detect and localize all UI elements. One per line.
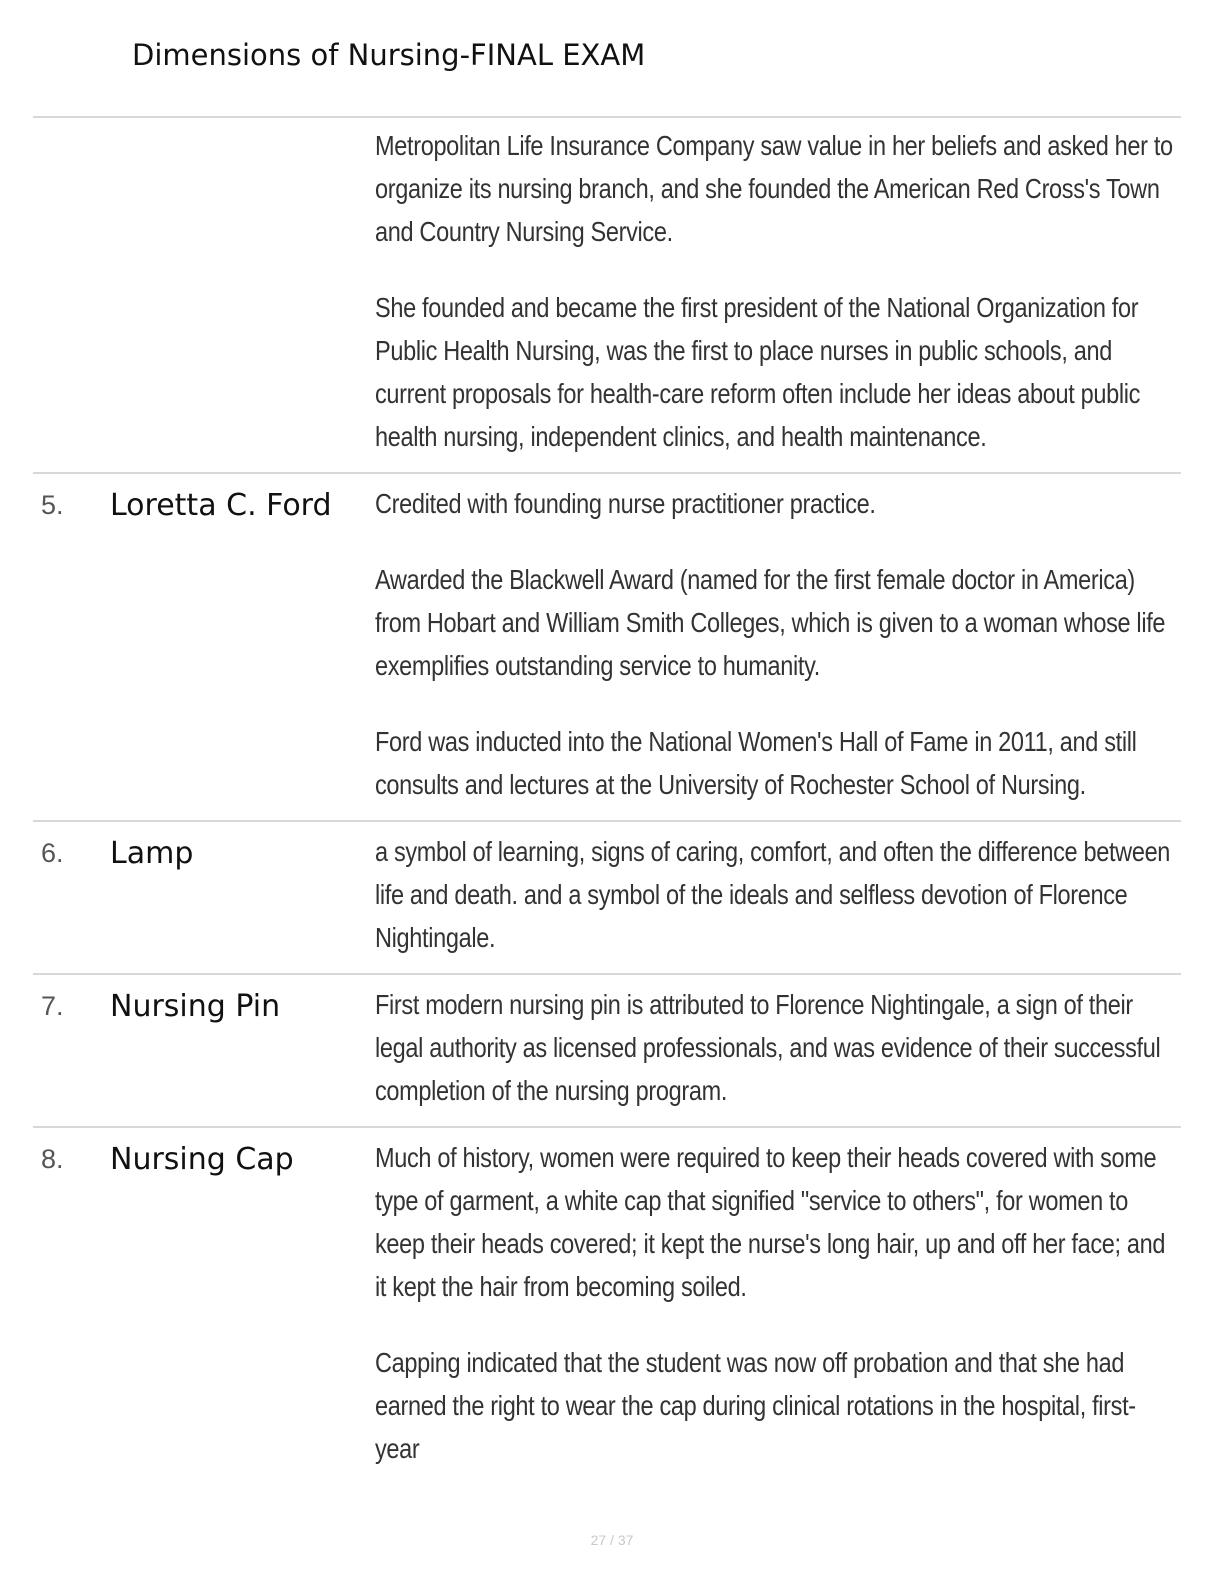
terms-table xyxy=(33,116,1181,1484)
row-description xyxy=(375,474,1166,820)
table-row xyxy=(33,820,1181,973)
row-term: Nursing Cap xyxy=(110,1142,294,1177)
row-number: 6. xyxy=(41,838,64,868)
page-number: 27 / 37 xyxy=(590,1532,634,1548)
description-paragraph: Capping indicated that the student was now off probation and that she had earned the right to wear the cap during clinical rotations in the hospital, first-year xyxy=(375,1347,1136,1464)
table-row xyxy=(33,472,1181,820)
row-description xyxy=(375,118,1173,472)
table-row xyxy=(33,116,1181,472)
description-paragraph: First modern nursing pin is attributed to Florence Nightingale, a sign of their legal authority as licensed professionals, and was evidence of their successful completion of the nursing program. xyxy=(375,989,1161,1106)
description-paragraph: Awarded the Blackwell Award (named for the first female doctor in America) from Hobart and William Smith Colleges, which is given to a woman whose life exemplifies outstanding service to humanity. xyxy=(375,564,1166,681)
table-row xyxy=(33,973,1181,1126)
row-term: Lamp xyxy=(110,836,194,871)
row-description xyxy=(375,822,1171,973)
row-description xyxy=(375,975,1161,1126)
description-paragraph: Credited with founding nurse practitioner practice. xyxy=(375,488,876,519)
row-number: 7. xyxy=(41,991,64,1021)
description-paragraph: a symbol of learning, signs of caring, comfort, and often the difference between life and death. and a symbol of the ideals and selfless devotion of Florence Nightingale. xyxy=(375,836,1171,953)
row-number: 5. xyxy=(41,490,64,520)
row-term: Loretta C. Ford xyxy=(110,488,332,523)
description-paragraph: Metropolitan Life Insurance Company saw value in her beliefs and asked her to organize its nursing branch, and she founded the American Red Cross's Town and Country Nursing Service. xyxy=(375,130,1173,247)
row-term: Nursing Pin xyxy=(110,989,281,1024)
row-number: 8. xyxy=(41,1144,64,1174)
document-title: Dimensions of Nursing-FINAL EXAM xyxy=(132,38,646,72)
description-paragraph: Much of history, women were required to keep their heads covered with some type of garment, a white cap that signified "service to others", for women to keep their heads covered; it kept the nurse's long hair, up and off her face; and it kept the hair from becoming soiled. xyxy=(375,1142,1166,1302)
description-paragraph: Ford was inducted into the National Women's Hall of Fame in 2011, and still consults and lectures at the University of Rochester School of Nursing. xyxy=(375,726,1137,800)
table-row xyxy=(33,1126,1181,1484)
description-paragraph: She founded and became the first president of the National Organization for Public Health Nursing, was the first to place nurses in public schools, and current proposals for health-care reform often include her ideas about public health nursing, independent clinics, and health maintenance. xyxy=(375,292,1141,452)
row-description xyxy=(375,1128,1166,1484)
